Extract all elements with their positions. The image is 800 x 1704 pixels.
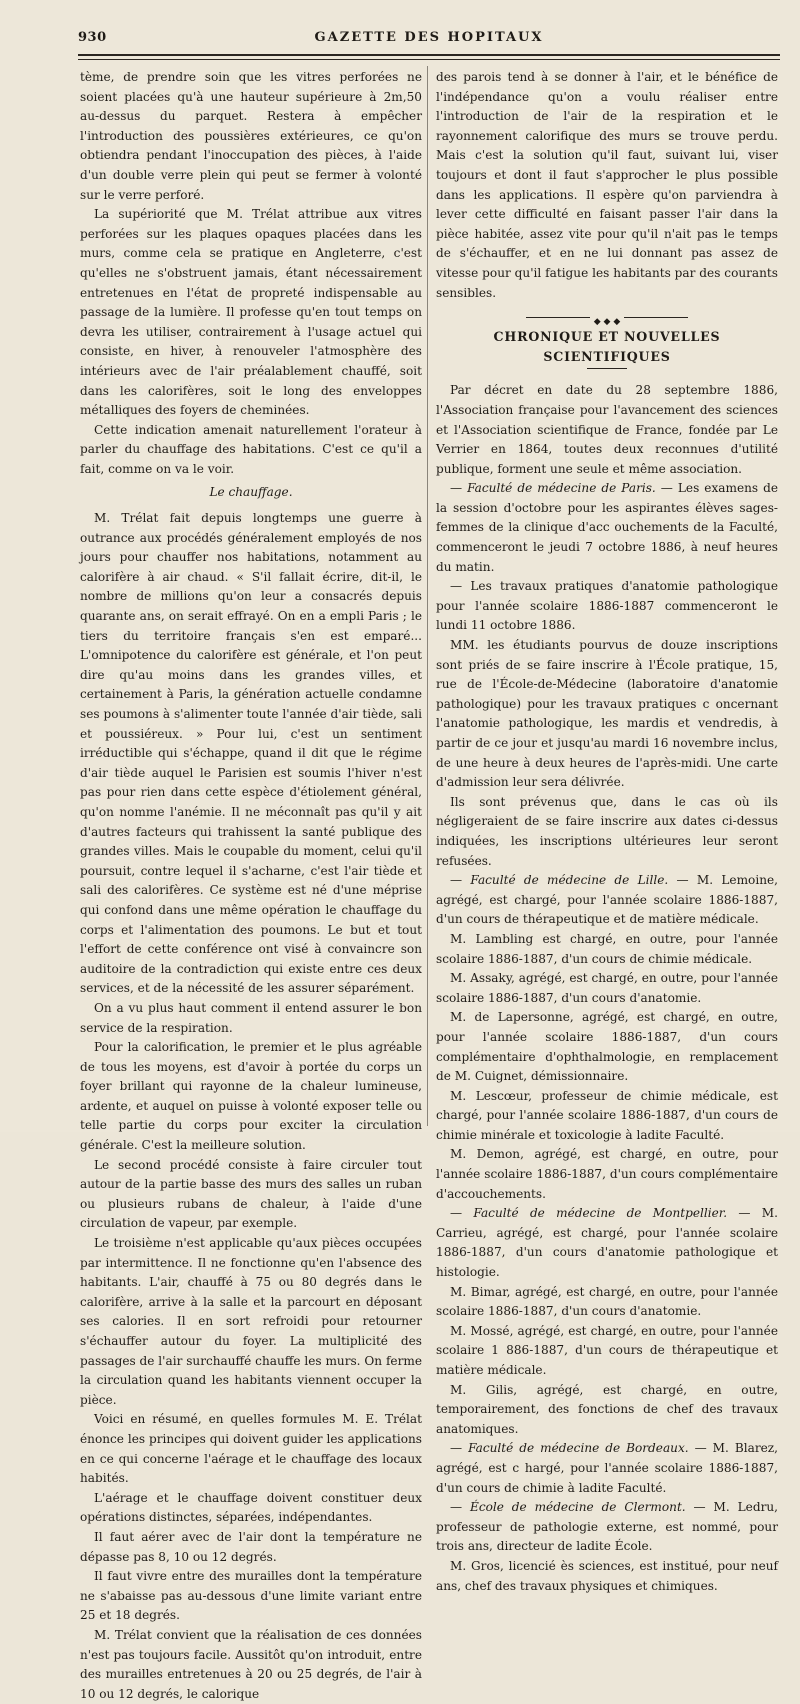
left-column <box>80 68 422 1704</box>
paragraph: M. Bimar, agrégé, est chargé, en outre, pour l'année scolaire 1886-1887, d'un cours d'anatomie. <box>436 1284 778 1319</box>
paragraph: M. Trélat convient que la réalisation de ces données n'est pas toujours facile. Aussitôt qu'on introduit, entre des murailles entretenues à 20 ou 25 degrés, de l'air à 10 ou 12 degrés, le calorique <box>80 1627 422 1701</box>
paragraph: On a vu plus haut comment il entend assurer le bon service de la respiration. <box>80 1000 422 1035</box>
subheading-chauffage: Le chauffage. <box>209 485 293 500</box>
paragraph: M. Mossé, agrégé, est chargé, en outre, pour l'année scolaire 1 886-1887, d'un cours de thérapeutique et matière médicale. <box>436 1323 778 1377</box>
paragraph-text: — M. Lemoine, agrégé, est chargé, pour l'année scolaire 1886-1887, d'un cours de thérapeutique et de matière médicale. <box>436 873 778 927</box>
paragraph <box>436 1439 778 1498</box>
column-divider <box>427 66 428 1126</box>
paragraph: MM. les étudiants pourvus de douze inscriptions sont priés de se faire inscrire à l'École pratique, 15, rue de l'École-de-Médecine (laboratoire d'anatomie pathologique) pour les travaux pratiques c oncernant l'anatomie pathologique, les mardis et vendredis, à partir de ce jour et jusqu'au mardi 16 novembre inclus, de une heure à deux heures de l'après-midi. Une carte d'admission leur sera délivrée. <box>436 638 778 790</box>
dash: — <box>450 1500 470 1515</box>
paragraph: M. Gros, licencié ès sciences, est institué, pour neuf ans, chef des travaux physiques et chimiques. <box>436 1558 778 1593</box>
dash: — <box>450 1206 474 1221</box>
ornament-icon: ◆ ◆ ◆ <box>590 316 625 328</box>
dash: — <box>450 1441 469 1456</box>
paragraph: des parois tend à se donner à l'air, et le bénéfice de l'indépendance qu'on a voulu réaliser entre l'introduction de l'air de la respiration et le rayonnement calorifique des murs se trouve perdu. Mais c'est la solution qu'il faut, suivant lui, viser toujours et dont il faut s'approcher le plus possible dans les applications. Il espère qu'on parviendra à lever cette difficulté en faisant passer l'air dans la pièce habitée, assez vite pour qu'il n'ait pas le temps de s'échauffer, et en ne lui donnant pas assez de vitesse pour qu'il fatigue les habitants par des courants sensibles. <box>436 70 778 300</box>
section-title: CHRONIQUE ET NOUVELLES SCIENTIFIQUES <box>493 329 721 364</box>
short-rule <box>587 368 627 369</box>
paragraph: M. Trélat fait depuis longtemps une guerre à outrance aux procédés généralement employés de nos jours pour chauffer nos habitations, notamment au calorifère à air chaud. « S'il fallait écrire, dit-il, le nombre de millions qu'on leur a consacrés depuis quarante ans, on serait effrayé. On en a empli Paris ; le tiers du territoire français s'en est emparé... L'omnipotence du calorifère est générale, et l'on peut dire qu'au moins dans les grandes villes, et certainement à Paris, la génération actuelle condamne ses poumons à s'alimenter toute l'année d'air tiède, sali et poussiéreux. » Pour lui, c'est un sentiment irréductible qui s'échappe, quand il dit que le régime d'air tiède auquel le Parisien est soumis l'hiver n'est pas pour rien dans cette espèce d'étiolement général, qu'on nomme l'anémie. Il ne méconnaît pas qu'il y ait d'autres facteurs qui trahissent la santé publique des grandes villes. Mais le coupable du moment, celui qu'il poursuit, contre lequel il s'acharne, c'est l'air tiède et sali des calorifères. Ce système est né d'une méprise qui confond dans une même opération le chauffage du corps et l'alimentation des poumons. Le but et tout l'effort de cette conférence ont visé à convaincre son auditoire de la contradiction qui existe entre ces deux services, et de la nécessité de les assurer séparément. <box>80 511 422 996</box>
paragraph: Par décret en date du 28 septembre 1886, l'Association française pour l'avancement des sciences et l'Association scientifique de France, fondée par Le Verrier en 1864, toutes deux reconnues d'utilité publique, forment une seule et même association. <box>436 383 778 476</box>
page-header <box>78 30 780 50</box>
paragraph: tème, de prendre soin que les vitres perforées ne soient placées qu'à une hauteur supérieure à 2m,50 au-dessus du parquet. Restera à empêcher l'introduction des poussières extérieures, ce qu'on obtiendra pendant l'inoccupation des pièces, à l'aide d'un double verre plein qui peut se fermer à volonté sur le verre perforé. <box>80 70 422 202</box>
faculty-name: Faculté de médecine de Bordeaux. <box>468 1441 689 1456</box>
running-title: GAZETTE DES HOPITAUX <box>314 30 544 45</box>
paragraph <box>436 1498 778 1557</box>
paragraph: M. Demon, agrégé, est chargé, en outre, pour l'année scolaire 1886-1887, d'un cours complémentaire d'accouchements. <box>436 1147 778 1201</box>
paragraph: M. Assaky, agrégé, est chargé, en outre, pour l'année scolaire 1886-1887, d'un cours d'anatomie. <box>436 971 778 1005</box>
dash: — <box>450 873 471 888</box>
paragraph: M. Gilis, agrégé, est chargé, en outre, temporairement, des fonctions de chef des travaux anatomiques. <box>436 1382 778 1436</box>
dash: — <box>450 481 468 496</box>
paragraph-text: — M. Blarez, agrégé, est c hargé, pour l'année scolaire 1886-1887, d'un cours de chimie à ladite Faculté. <box>436 1441 778 1495</box>
section-separator <box>436 311 778 328</box>
right-column <box>436 68 778 1596</box>
paragraph: Il faut vivre entre des murailles dont la température ne s'abaisse pas au-dessous d'une limite variant entre 25 et 18 degrés. <box>80 1569 422 1623</box>
paragraph: Cette indication amenait naturellement l'orateur à parler du chauffage des habitations. C'est ce qu'il a fait, comme on va le voir. <box>80 422 422 476</box>
paragraph: Pour la calorification, le premier et le plus agréable de tous les moyens, est d'avoir à portée du corps un foyer brillant qui rayonne de la chaleur lumineuse, ardente, et auquel on puisse à volonté exposer telle ou telle partie du corps pour exciter la circulation générale. C'est la meilleure solution. <box>80 1040 422 1153</box>
paragraph: — Les travaux pratiques d'anatomie pathologique pour l'année scolaire 1886-1887 commenceront le lundi 11 octobre 1886. <box>436 579 778 633</box>
paragraph <box>436 1204 778 1282</box>
paragraph: Voici en résumé, en quelles formules M. E. Trélat énonce les principes qui doivent guider les applications en ce qui concerne l'aérage et le chauffage des locaux habités. <box>80 1412 422 1486</box>
faculty-name: École de médecine de Clermont. <box>469 1500 686 1515</box>
paragraph: Ils sont prévenus que, dans le cas où ils négligeraient de se faire inscrire aux dates ci-dessus indiquées, les inscriptions ultérieures leur seront refusées. <box>436 794 778 868</box>
paragraph: M. de Lapersonne, agrégé, est chargé, en outre, pour l'année scolaire 1886-1887, d'un cours complémentaire d'ophthalmologie, en remplacement de M. Cuignet, démissionnaire. <box>436 1010 778 1084</box>
paragraph: M. Lambling est chargé, en outre, pour l'année scolaire 1886-1887, d'un cours de chimie médicale. <box>436 931 778 966</box>
header-rule <box>78 54 780 60</box>
paragraph: M. Lescœur, professeur de chimie médicale, est chargé, pour l'année scolaire 1886-1887, d'un cours de chimie minérale et toxicologie à ladite Faculté. <box>436 1088 778 1142</box>
faculty-name: Faculté de médecine de Montpellier. <box>473 1206 728 1221</box>
paragraph: L'aérage et le chauffage doivent constituer deux opérations distinctes, séparées, indépendantes. <box>80 1490 422 1525</box>
paragraph-text: — M. Carrieu, agrégé, est chargé, pour l'année scolaire 1886-1887, d'un cours d'anatomie pathologique et histologie. <box>436 1206 778 1280</box>
paragraph: Le second procédé consiste à faire circuler tout autour de la partie basse des murs des salles un ruban ou plusieurs rubans de chaleur, à l'aide d'une circulation de vapeur, par exemple. <box>80 1157 422 1231</box>
paragraph: Le troisième n'est applicable qu'aux pièces occupées par intermittence. Il ne fonctionne qu'en l'absence des habitants. L'air, chauffé à 75 ou 80 degrés dans le calorifère, arrive à la salle et la parcourt en déposant ses calories. Il en sort refroidi pour retourner s'échauffer autour du foyer. La multiplicité des passages de l'air surchauffé chauffe les murs. On ferme la circulation quand les habitants viennent occuper la pièce. <box>80 1236 422 1407</box>
paragraph-text: — Les examens de la session d'octobre pour les aspirantes élèves sages-femmes de la clinique d'acc ouchements de la Faculté, commenceront le jeudi 7 octobre 1886, à neuf heures du matin. <box>436 481 778 574</box>
faculty-name: Faculté de médecine de Lille. <box>470 873 669 888</box>
faculty-name: Faculté de médecine de Paris. <box>467 481 656 496</box>
paragraph: Il faut aérer avec de l'air dont la température ne dépasse pas 8, 10 ou 12 degrés. <box>80 1529 422 1564</box>
paragraph <box>436 871 778 930</box>
page-number: 930 <box>78 30 107 45</box>
paragraph: La supériorité que M. Trélat attribue aux vitres perforées sur les plaques opaques placées dans les murs, comme cela se pratique en Angleterre, c'est qu'elles ne s'obstruent jamais, étant nécessairement entretenues en l'état de propreté indispensable au passage de la lumière. Il professe qu'en tout temps on devra les utiliser, contrairement à l'usage actuel qui consiste, en hiver, à renouveler l'atmosphère des intérieurs avec de l'air préalablement chauffé, soit dans les calorifères, soit le long des enveloppes métalliques des foyers de cheminées. <box>80 207 422 418</box>
paragraph-text: — M. Ledru, professeur de pathologie externe, est nommé, pour trois ans, directeur de ladite École. <box>436 1500 778 1554</box>
paragraph <box>436 479 778 577</box>
